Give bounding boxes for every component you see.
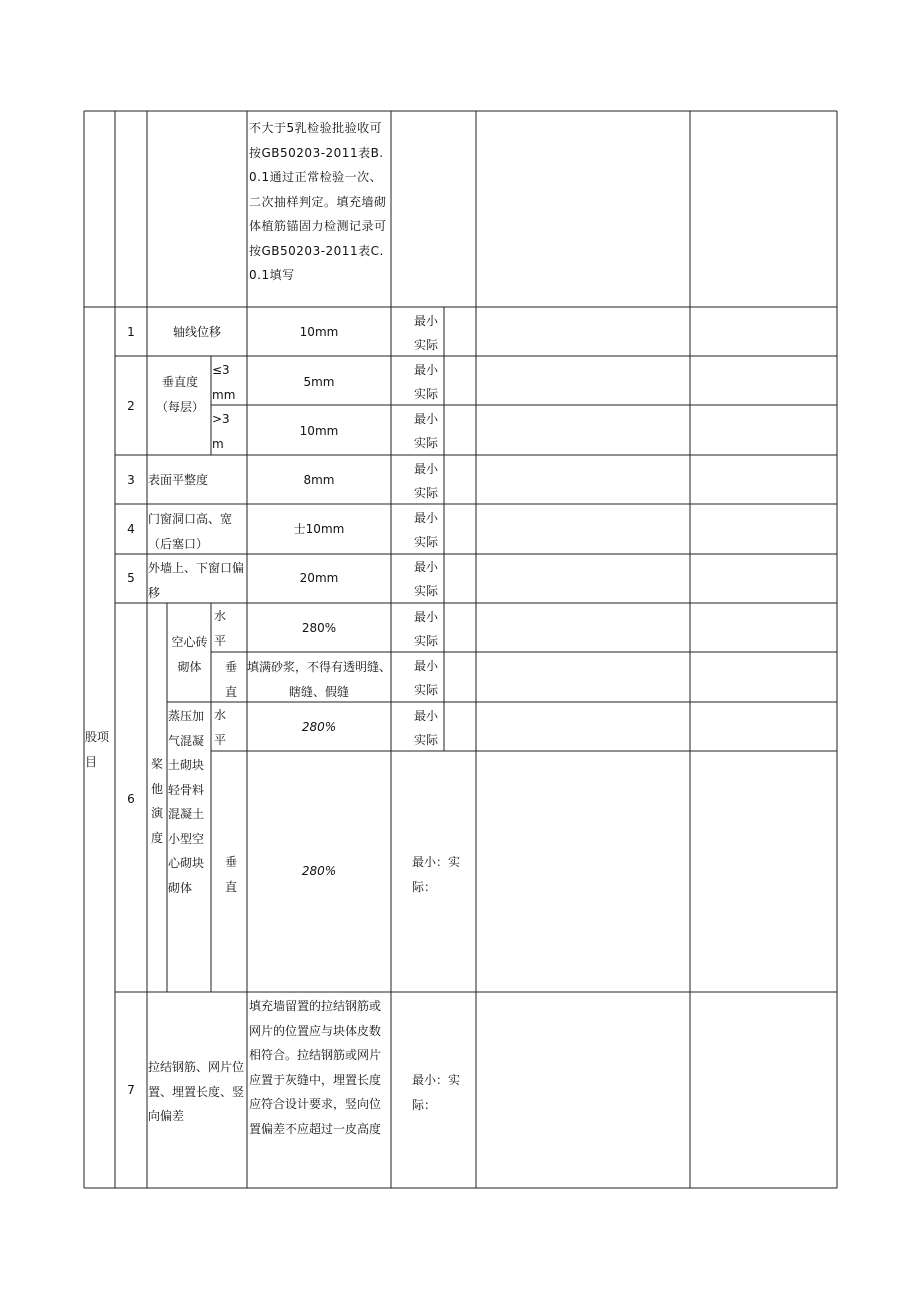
- row-6-aac-vertical: 垂直: [224, 855, 237, 894]
- row-2a-min-label: 最小: [413, 363, 438, 377]
- top-row-note: 不大于5乳检验批验收可按GB50203-2011表B.0.1通过正常检验一次、二次抽样判定。填充墙砌体植筋锚固力检测记录可按GB50203-2011表C.0.1填写: [249, 121, 387, 282]
- row-4-min-label: 最小: [413, 511, 438, 525]
- row-1-actual-label: 实际: [414, 338, 439, 352]
- row-7-allowance: 填充墙留置的拉结钢筋或网片的位置应与块体皮数相符合。拉结钢筋或网片应置于灰缝中，埋置长度应符合设计要求，竖向位置偏差不应超过一皮高度: [249, 999, 382, 1136]
- row-6-hollow-horizontal: 水平: [213, 609, 226, 648]
- row-3-min-label: 最小: [413, 462, 438, 476]
- row-3-no: 3: [127, 473, 135, 487]
- row-1-min-label: 最小: [413, 314, 438, 328]
- row-6-aac-block-label: 蒸压加气混凝土砌块轻骨料混凝土小型空心砌块砌体: [168, 709, 205, 895]
- row-1-item: 轴线位移: [172, 325, 221, 339]
- row-6-hollow-vertical: 垂直: [224, 660, 237, 699]
- row-6-hollow-horizontal-allowance: 280%: [301, 621, 337, 635]
- row-2b-actual-label: 实际: [414, 436, 439, 450]
- row-5-min-label: 最小: [413, 560, 438, 574]
- row-6a-min-label: 最小: [413, 610, 438, 624]
- row-6c-min-label: 最小: [413, 709, 438, 723]
- row-3-allowance: 8mm: [303, 473, 335, 487]
- row-6b-actual-label: 实际: [414, 683, 439, 697]
- row-2-item: 垂直度（每层）: [155, 375, 204, 414]
- row-5-no: 5: [127, 571, 135, 585]
- row-6a-actual-label: 实际: [414, 634, 439, 648]
- row-5-item: 外墙上、下窗口偏移: [148, 561, 245, 600]
- row-2b-min-label: 最小: [413, 412, 438, 426]
- row-2-sub1: ≤3mm: [212, 363, 236, 402]
- row-7-item: 拉结钢筋、网片位置、埋置长度、竖向偏差: [148, 1060, 245, 1123]
- row-7-min-actual-label: 最小：实际：: [412, 1073, 461, 1112]
- row-6-aac-horizontal-allowance: 280%: [301, 720, 337, 734]
- row-4-item: 门窗洞口高、宽（后塞口）: [148, 512, 233, 551]
- row-6d-min-actual-label: 最小：实际：: [412, 855, 461, 894]
- row-6-hollow-vertical-allowance: 填满砂浆，不得有透明缝、瞎缝、假缝: [247, 660, 392, 699]
- row-2-sub2: >3m: [212, 412, 230, 451]
- section-label: 股项目: [85, 730, 110, 769]
- row-5-allowance: 20mm: [299, 571, 339, 585]
- row-6-no: 6: [127, 792, 135, 806]
- row-6-hollow-brick-label: 空心砖砌体: [171, 635, 208, 674]
- row-3-actual-label: 实际: [414, 486, 439, 500]
- row-5-actual-label: 实际: [414, 584, 439, 598]
- row-1-no: 1: [127, 325, 135, 339]
- row-4-actual-label: 实际: [414, 535, 439, 549]
- row-2a-actual-label: 实际: [414, 387, 439, 401]
- row-4-no: 4: [127, 522, 135, 536]
- row-2-allowance-1: 5mm: [303, 375, 335, 389]
- row-7-no: 7: [127, 1083, 135, 1097]
- row-6b-min-label: 最小: [413, 659, 438, 673]
- row-6c-actual-label: 实际: [414, 733, 439, 747]
- row-6-group-label: 桨他演度: [150, 757, 163, 845]
- row-2-allowance-2: 10mm: [299, 424, 339, 438]
- row-6-aac-horizontal: 水平: [213, 708, 226, 747]
- row-4-allowance: 士10mm: [293, 522, 345, 536]
- row-2-no: 2: [127, 399, 135, 413]
- row-6-aac-vertical-allowance: 280%: [301, 864, 337, 878]
- row-3-item: 表面平整度: [148, 473, 209, 487]
- row-1-allowance: 10mm: [299, 325, 339, 339]
